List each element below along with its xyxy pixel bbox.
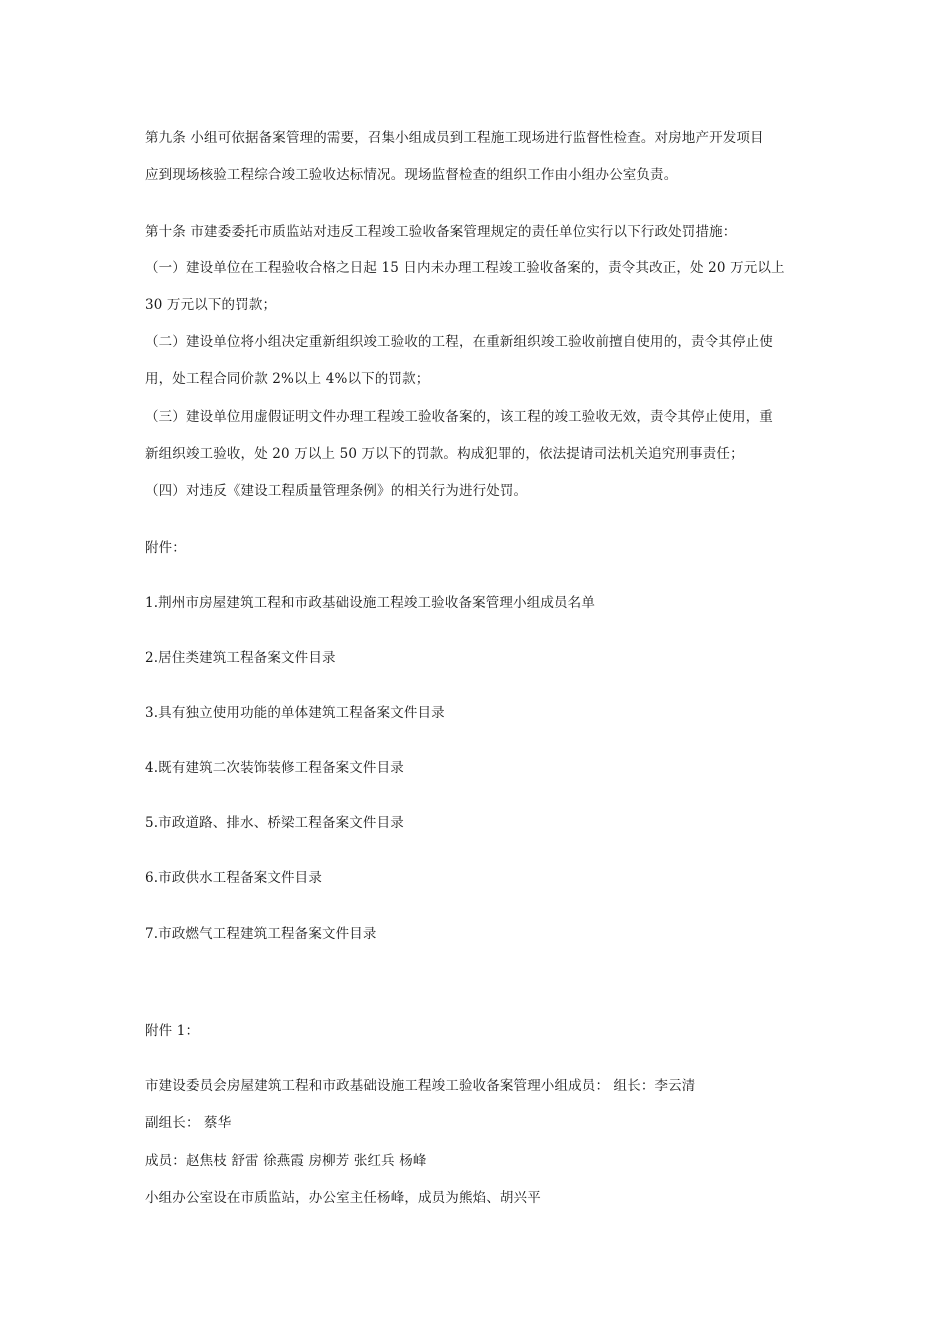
attachment-1-deputy-line: 副组长： 蔡华	[145, 1115, 232, 1131]
attachment-item-3: 3.具有独立使用功能的单体建筑工程备案文件目录	[145, 705, 445, 721]
attachment-item-6: 6.市政供水工程备案文件目录	[145, 870, 322, 886]
article-10-item-2-line-2: 用，处工程合同价款 2%以上 4%以下的罚款；	[145, 371, 430, 387]
attachment-1-members-list: 成员：赵焦枝 舒雷 徐燕霞 房柳芳 张红兵 杨峰	[145, 1153, 427, 1169]
attachment-1-office-line: 小组办公室设在市质监站，办公室主任杨峰，成员为熊焰、胡兴平	[145, 1190, 541, 1206]
article-10-item-2-line-1: （二）建设单位将小组决定重新组织竣工验收的工程，在重新组织竣工验收前擅自使用的，责令其停止使	[145, 334, 773, 350]
attachment-item-1: 1.荆州市房屋建筑工程和市政基础设施工程竣工验收备案管理小组成员名单	[145, 595, 595, 611]
article-9-line-1: 第九条 小组可依据备案管理的需要，召集小组成员到工程施工现场进行监督性检查。对房地产开发项目	[145, 130, 764, 146]
attachments-label: 附件：	[145, 540, 186, 556]
article-10-item-1-line-2: 30 万元以下的罚款；	[145, 297, 277, 313]
attachment-item-7: 7.市政燃气工程建筑工程备案文件目录	[145, 926, 377, 942]
attachment-1-label: 附件 1：	[145, 1023, 200, 1039]
attachment-item-4: 4.既有建筑二次装饰装修工程备案文件目录	[145, 760, 404, 776]
article-10-item-4: （四）对违反《建设工程质量管理条例》的相关行为进行处罚。	[145, 483, 528, 499]
article-10-item-3-line-2: 新组织竣工验收，处 20 万以上 50 万以下的罚款。构成犯罪的，依法提请司法机关追究刑事责任；	[145, 446, 744, 462]
attachment-item-5: 5.市政道路、排水、桥梁工程备案文件目录	[145, 815, 404, 831]
attachment-item-2: 2.居住类建筑工程备案文件目录	[145, 650, 336, 666]
attachment-1-members-line: 市建设委员会房屋建筑工程和市政基础设施工程竣工验收备案管理小组成员： 组长：李云清	[145, 1078, 696, 1094]
article-9-line-2: 应到现场核验工程综合竣工验收达标情况。现场监督检查的组织工作由小组办公室负责。	[145, 167, 678, 183]
article-10-item-1-line-1: （一）建设单位在工程验收合格之日起 15 日内未办理工程竣工验收备案的，责令其改正，处 20 万元以上	[145, 260, 785, 276]
article-10-heading: 第十条 市建委委托市质监站对违反工程竣工验收备案管理规定的责任单位实行以下行政处罚措施：	[145, 224, 737, 240]
article-10-item-3-line-1: （三）建设单位用虚假证明文件办理工程竣工验收备案的，该工程的竣工验收无效，责令其停止使用，重	[145, 409, 773, 425]
